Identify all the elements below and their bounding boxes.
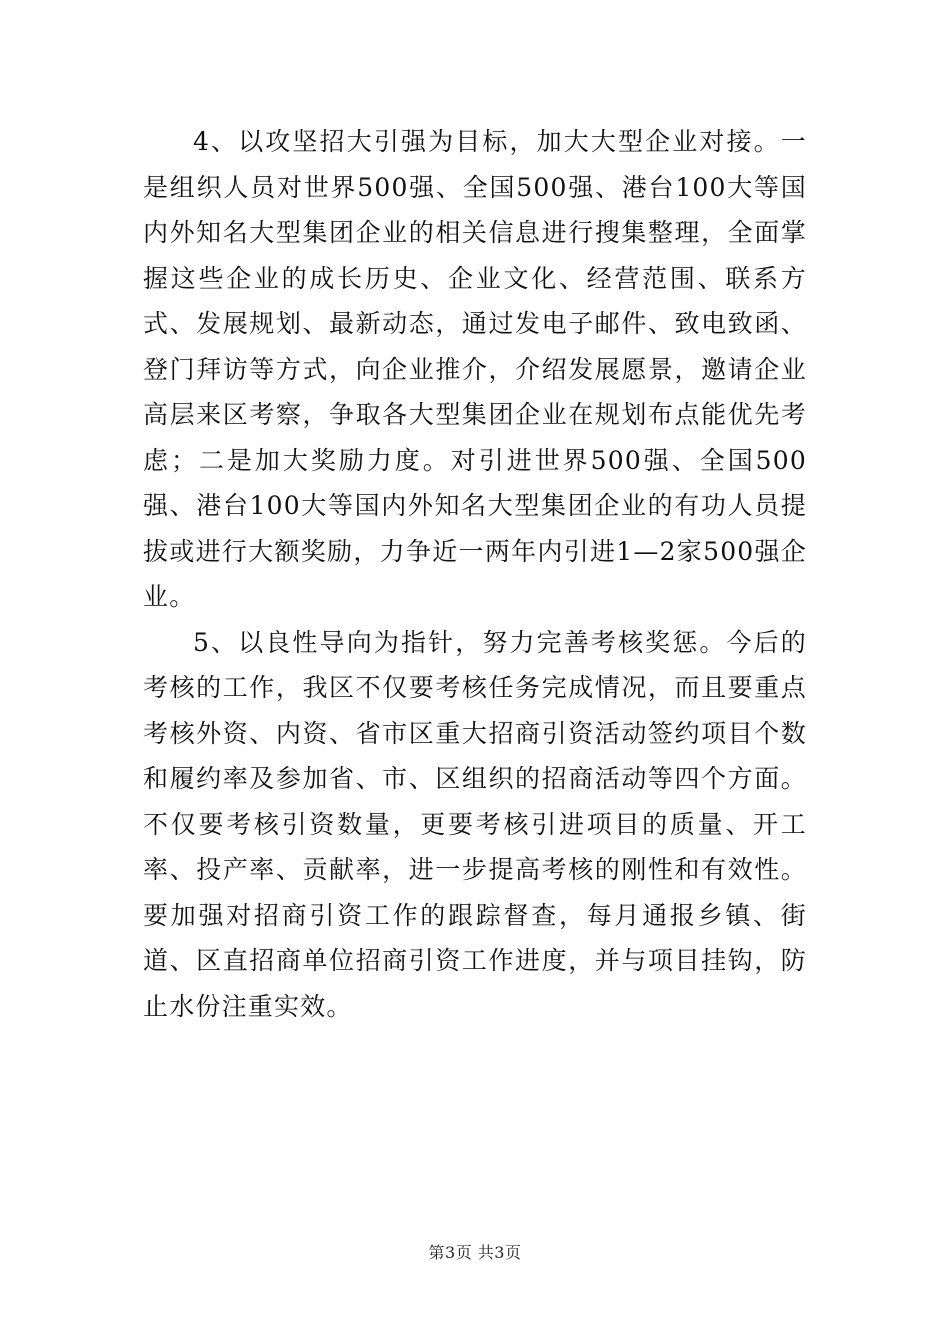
paragraph-5: 5、以良性导向为指针，努力完善考核奖惩。今后的考核的工作，我区不仅要考核任务完成情况，而且要重点考核外资、内资、省市区重大招商引资活动签约项目个数和履约率及参加省、市、区组织的招商活动等四个方面。不仅要考核引资数量，更要考核引进项目的质量、开工率、投产率、贡献率，进一步提高考核的刚性和有效性。要加强对招商引资工作的跟踪督查，每月通报乡镇、街道、区直招商单位招商引资工作进度，并与项目挂钩，防止水份注重实效。: [143, 627, 807, 1021]
document-body: [143, 119, 807, 1029]
paragraph-4: 4、以攻坚招大引强为目标，加大大型企业对接。一是组织人员对世界500强、全国500强、港台100大等国内外知名大型集团企业的相关信息进行搜集整理，全面掌握这些企业的成长历史、企业文化、经营范围、联系方式、发展规划、最新动态，通过发电子邮件、致电致函、登门拜访等方式，向企业推介，介绍发展愿景，邀请企业高层来区考察，争取各大型集团企业在规划布点能优先考虑；二是加大奖励力度。对引进世界500强、全国500强、港台100大等国内外知名大型集团企业的有功人员提拔或进行大额奖励，力争近一两年内引进1—2家500强企业。: [143, 127, 807, 611]
page-footer: 第3页 共3页: [428, 1243, 522, 1262]
